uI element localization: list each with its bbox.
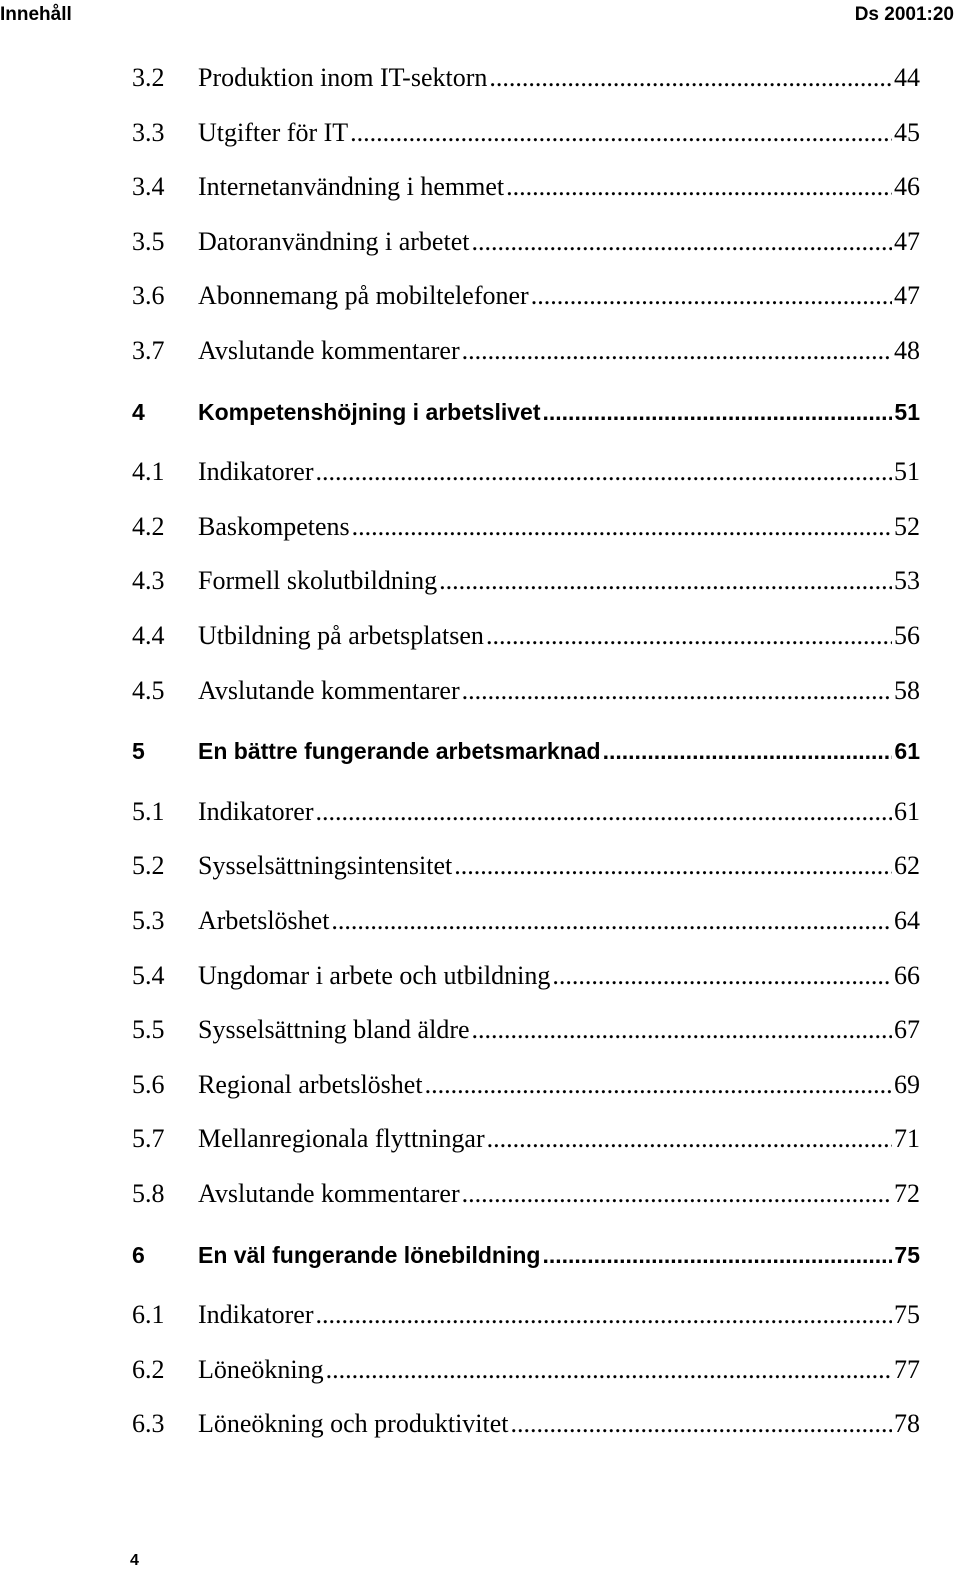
toc-entry-line [198, 511, 920, 543]
toc-entry-line [198, 456, 920, 488]
toc-chapter-entry[interactable] [0, 735, 960, 767]
toc-entry[interactable] [0, 1354, 960, 1386]
toc-entry-line [198, 565, 920, 597]
toc-entry-line [198, 396, 920, 428]
toc-entry-number: 4.3 [132, 566, 165, 595]
toc-entry-page: 62 [894, 851, 920, 880]
toc-entry-title: En väl fungerande lönebildning [198, 1242, 541, 1268]
toc-entry-page: 44 [894, 63, 920, 92]
toc-entry-page: 58 [894, 676, 920, 705]
toc-entry-line [198, 1299, 920, 1331]
toc-entry-number: 5.3 [132, 906, 165, 935]
toc-entry[interactable] [0, 171, 960, 203]
toc-entry-title: Internetanvändning i hemmet [198, 172, 505, 201]
toc-entry-title: Sysselsättningsintensitet [198, 851, 453, 880]
toc-entry-title: Datoranvändning i arbetet [198, 227, 470, 256]
toc-entry-title: Baskompetens [198, 512, 350, 541]
toc-entry-number: 6.3 [132, 1409, 165, 1438]
toc-entry-number: 4.2 [132, 512, 165, 541]
toc-entry-number: 4.5 [132, 676, 165, 705]
toc-entry-title: En bättre fungerande arbetsmarknad [198, 738, 601, 764]
toc-entry-line [198, 675, 920, 707]
toc-entry-title: Formell skolutbildning [198, 566, 438, 595]
toc-entry-title: Indikatorer [198, 457, 314, 486]
toc-entry-line [198, 960, 920, 992]
toc-entry-page: 47 [894, 227, 920, 256]
toc-entry-title: Mellanregionala flyttningar [198, 1124, 485, 1153]
toc-entry-page: 51 [894, 399, 920, 425]
page-number: 4 [130, 1552, 139, 1569]
toc-dot-leader [462, 335, 892, 367]
toc-entry-title: Avslutande kommentarer [198, 1179, 460, 1208]
toc-dot-leader [316, 1299, 892, 1331]
toc-entry-line [198, 735, 920, 767]
toc-dot-leader [316, 456, 892, 488]
toc-dot-leader [552, 960, 892, 992]
toc-entry-number: 3.6 [132, 281, 165, 310]
toc-entry-page: 61 [894, 738, 920, 764]
toc-entry-page: 66 [894, 961, 920, 990]
toc-entry-page: 78 [894, 1409, 920, 1438]
toc-entry[interactable] [0, 905, 960, 937]
header-section-label: Innehåll [0, 4, 72, 25]
toc-entry[interactable] [0, 960, 960, 992]
toc-entry-number: 3.3 [132, 118, 165, 147]
toc-dot-leader [486, 620, 892, 652]
toc-entry-number: 5.8 [132, 1179, 165, 1208]
toc-dot-leader [531, 280, 892, 312]
toc-dot-leader [439, 565, 892, 597]
toc-dot-leader [350, 117, 892, 149]
toc-entry-page: 77 [894, 1355, 920, 1384]
toc-entry[interactable] [0, 620, 960, 652]
toc-entry-page: 53 [894, 566, 920, 595]
toc-entry-page: 72 [894, 1179, 920, 1208]
toc-entry-page: 71 [894, 1124, 920, 1153]
toc-dot-leader [316, 796, 892, 828]
toc-entry[interactable] [0, 565, 960, 597]
toc-dot-leader [425, 1069, 892, 1101]
toc-entry-line [198, 905, 920, 937]
toc-dot-leader [352, 511, 892, 543]
toc-entry-number: 5.5 [132, 1015, 165, 1044]
toc-entry-page: 47 [894, 281, 920, 310]
toc-entry[interactable] [0, 1014, 960, 1046]
toc-entry-page: 61 [894, 797, 920, 826]
toc-entry-line [198, 226, 920, 258]
toc-entry-number: 3.5 [132, 227, 165, 256]
toc-entry-number: 5.1 [132, 797, 165, 826]
toc-entry-line [198, 62, 920, 94]
toc-dot-leader [542, 1239, 892, 1271]
toc-entry-number: 3.2 [132, 63, 165, 92]
toc-entry[interactable] [0, 117, 960, 149]
toc-entry-title: Löneökning och produktivitet [198, 1409, 509, 1438]
toc-entry-number: 5.2 [132, 851, 165, 880]
toc-entry[interactable] [0, 226, 960, 258]
toc-entry-line [198, 1408, 920, 1440]
toc-entry[interactable] [0, 850, 960, 882]
toc-entry-title: Regional arbetslöshet [198, 1070, 423, 1099]
toc-entry-page: 56 [894, 621, 920, 650]
toc-entry-number: 5.7 [132, 1124, 165, 1153]
toc-entry-page: 75 [894, 1242, 920, 1268]
toc-entry-line [198, 1178, 920, 1210]
toc-entry[interactable] [0, 280, 960, 312]
toc-entry[interactable] [0, 511, 960, 543]
toc-dot-leader [489, 62, 892, 94]
toc-entry[interactable] [0, 1408, 960, 1440]
toc-dot-leader [511, 1408, 892, 1440]
toc-entry-title: Sysselsättning bland äldre [198, 1015, 470, 1044]
toc-entry-page: 45 [894, 118, 920, 147]
toc-entry-line [198, 1014, 920, 1046]
toc-entry-title: Utgifter för IT [198, 118, 349, 147]
toc-entry-title: Indikatorer [198, 1300, 314, 1329]
toc-entry[interactable] [0, 1299, 960, 1331]
toc-entry-line [198, 796, 920, 828]
toc-entry-number: 3.4 [132, 172, 165, 201]
toc-entry[interactable] [0, 675, 960, 707]
toc-entry-title: Abonnemang på mobiltelefoner [198, 281, 529, 310]
toc-entry-title: Utbildning på arbetsplatsen [198, 621, 484, 650]
toc-dot-leader [506, 171, 892, 203]
toc-entry[interactable] [0, 796, 960, 828]
toc-entry-number: 5 [132, 738, 145, 764]
toc-entry-page: 51 [894, 457, 920, 486]
toc-entry-number: 6.1 [132, 1300, 165, 1329]
toc-entry[interactable] [0, 1123, 960, 1155]
toc-entry-title: Avslutande kommentarer [198, 676, 460, 705]
toc-dot-leader [543, 396, 893, 428]
toc-entry-line [198, 1354, 920, 1386]
toc-entry-title: Löneökning [198, 1355, 324, 1384]
toc-entry[interactable] [0, 62, 960, 94]
toc-dot-leader [472, 1014, 892, 1046]
toc-entry-title: Avslutande kommentarer [198, 336, 460, 365]
toc-dot-leader [454, 850, 892, 882]
toc-entry-page: 67 [894, 1015, 920, 1044]
header-document-id: Ds 2001:20 [854, 4, 954, 25]
toc-entry-number: 4 [132, 399, 145, 425]
toc-entry-line [198, 335, 920, 367]
toc-entry-page: 52 [894, 512, 920, 541]
toc-entry-line [198, 280, 920, 312]
page-header [0, 0, 960, 40]
toc-entry-title: Arbetslöshet [198, 906, 330, 935]
toc-chapter-entry[interactable] [0, 1239, 960, 1271]
toc-entry-line [198, 171, 920, 203]
toc-entry-title: Kompetenshöjning i arbetslivet [198, 399, 541, 425]
toc-entry-page: 64 [894, 906, 920, 935]
toc-dot-leader [331, 905, 892, 937]
toc-entry-line [198, 1239, 920, 1271]
toc-entry[interactable] [0, 1178, 960, 1210]
toc-dot-leader [487, 1123, 892, 1155]
toc-dot-leader [462, 1178, 892, 1210]
toc-entry[interactable] [0, 1069, 960, 1101]
toc-dot-leader [462, 675, 892, 707]
toc-dot-leader [326, 1354, 892, 1386]
toc-entry-line [198, 850, 920, 882]
toc-chapter-entry[interactable] [0, 396, 960, 428]
toc-entry-number: 5.6 [132, 1070, 165, 1099]
toc-entry-line [198, 1123, 920, 1155]
toc-entry-page: 46 [894, 172, 920, 201]
toc-entry-line [198, 117, 920, 149]
toc-dot-leader [603, 735, 893, 767]
toc-entry-number: 3.7 [132, 336, 165, 365]
toc-entry-title: Ungdomar i arbete och utbildning [198, 961, 551, 990]
toc-entry-title: Produktion inom IT-sektorn [198, 63, 488, 92]
toc-entry[interactable] [0, 335, 960, 367]
toc-entry-number: 4.4 [132, 621, 165, 650]
toc-entry-page: 48 [894, 336, 920, 365]
toc-dot-leader [471, 226, 892, 258]
toc-entry-number: 5.4 [132, 961, 165, 990]
toc-entry-line [198, 620, 920, 652]
toc-entry[interactable] [0, 456, 960, 488]
toc-entry-page: 75 [894, 1300, 920, 1329]
toc-entry-page: 69 [894, 1070, 920, 1099]
toc-entry-number: 6.2 [132, 1355, 165, 1384]
toc-entry-title: Indikatorer [198, 797, 314, 826]
toc-entry-number: 4.1 [132, 457, 165, 486]
toc-entry-number: 6 [132, 1242, 145, 1268]
toc-entry-line [198, 1069, 920, 1101]
